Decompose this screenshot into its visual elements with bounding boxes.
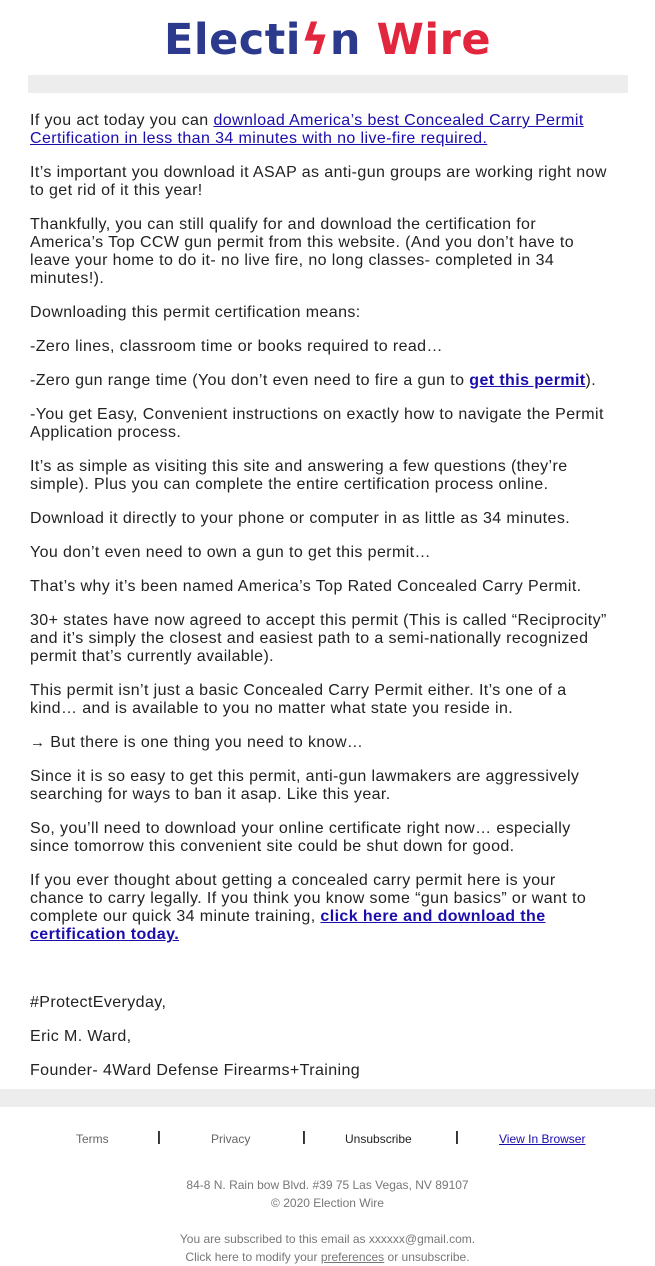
footer-info <box>0 1176 655 1266</box>
download-certification-link[interactable]: download America’s best Concealed Carry Permit Certification in less than 34 minutes with no live-fire required. <box>30 112 584 147</box>
get-this-permit-link[interactable]: get this permit <box>469 372 586 389</box>
paragraph: This permit isn’t just a basic Concealed Carry Permit either. It’s one of a kind… and is available to you no matter what state you reside in. <box>30 682 567 717</box>
privacy-link[interactable]: Privacy <box>211 1132 251 1146</box>
footer-separator: | <box>157 1128 161 1144</box>
email-body <box>30 112 610 1096</box>
paragraph: So, you’ll need to download your online certificate right now… especially since tomorrow this convenient site could be shut down for good. <box>30 820 571 855</box>
paragraph: It’s as simple as visiting this site and answering a few questions (they’re simple). Plus you can complete the entire certification process online. <box>30 458 568 493</box>
paragraph: It’s important you download it ASAP as anti-gun groups are working right now to get rid of it this year! <box>30 164 607 199</box>
arrow-right-icon: → <box>30 734 46 751</box>
footer-address: 84-8 N. Rain bow Blvd. #39 75 Las Vegas, NV 89107 <box>186 1178 469 1192</box>
preferences-link[interactable]: preferences <box>320 1250 385 1264</box>
header <box>0 10 655 72</box>
list-item: -You get Easy, Convenient instructions on exactly how to navigate the Permit Application process. <box>30 406 604 441</box>
footer-subscribed-note: You are subscribed to this email as xxxxxx@gmail.com. <box>179 1232 476 1246</box>
paragraph-cta: If you ever thought about getting a concealed carry permit here is your chance to carry legally. If you think you know some “gun basics” or want to complete our quick 34 minute training, click here and download the certification today. <box>30 872 587 943</box>
signature-title: Founder- 4Ward Defense Firearms+Training <box>30 1062 361 1079</box>
paragraph: That’s why it’s been named America’s Top Rated Concealed Carry Permit. <box>30 578 582 595</box>
logo-word-wire: Wire <box>376 15 492 65</box>
election-wire-logo[interactable] <box>164 10 491 70</box>
paragraph: → But there is one thing you need to know… <box>30 734 364 751</box>
paragraph: Download it directly to your phone or computer in as little as 34 minutes. <box>30 510 571 527</box>
list-item: -Zero gun range time (You don’t even need to fire a gun to get this permit). <box>30 372 597 389</box>
view-in-browser-link[interactable]: View In Browser <box>499 1132 586 1146</box>
paragraph: You don’t even need to own a gun to get this permit… <box>30 544 431 561</box>
signature-hashtag: #ProtectEveryday, <box>30 994 167 1011</box>
footer-separator: | <box>455 1128 459 1144</box>
terms-link[interactable]: Terms <box>76 1132 109 1146</box>
download-certification-cta-link[interactable]: click here and download the certification today. <box>30 908 546 943</box>
lightning-bolt-icon: ϟ <box>301 15 330 65</box>
logo-word-election: Electiϟn <box>163 15 362 65</box>
footer-separator: | <box>302 1128 306 1144</box>
paragraph: Downloading this permit certification means: <box>30 304 361 321</box>
paragraph-intro: If you act today you can download America’s best Concealed Carry Permit Certification in less than 34 minutes with no live-fire required. <box>30 112 584 147</box>
paragraph: Since it is so easy to get this permit, anti-gun lawmakers are aggressively searching for ways to ban it asap. Like this year. <box>30 768 580 803</box>
signature-name: Eric M. Ward, <box>30 1028 132 1045</box>
spacer <box>30 960 610 994</box>
header-divider-bar <box>28 75 628 93</box>
unsubscribe-link[interactable]: Unsubscribe <box>345 1132 412 1146</box>
footer-copyright: © 2020 Election Wire <box>271 1196 384 1210</box>
footer-modify-note: Click here to modify your preferences or unsubscribe. <box>185 1250 470 1264</box>
paragraph: 30+ states have now agreed to accept this permit (This is called “Reciprocity” and it’s simply the closest and easiest path to a semi-nationally recognized permit that’s currently available). <box>30 612 607 665</box>
footer-divider-band <box>0 1089 655 1107</box>
paragraph: Thankfully, you can still qualify for and download the certification for America’s Top CCW gun permit from this website. (And you don’t have to leave your home to do it- no live fire, no long classes- completed in 34 minutes!). <box>30 216 575 287</box>
list-item: -Zero lines, classroom time or books required to read… <box>30 338 443 355</box>
